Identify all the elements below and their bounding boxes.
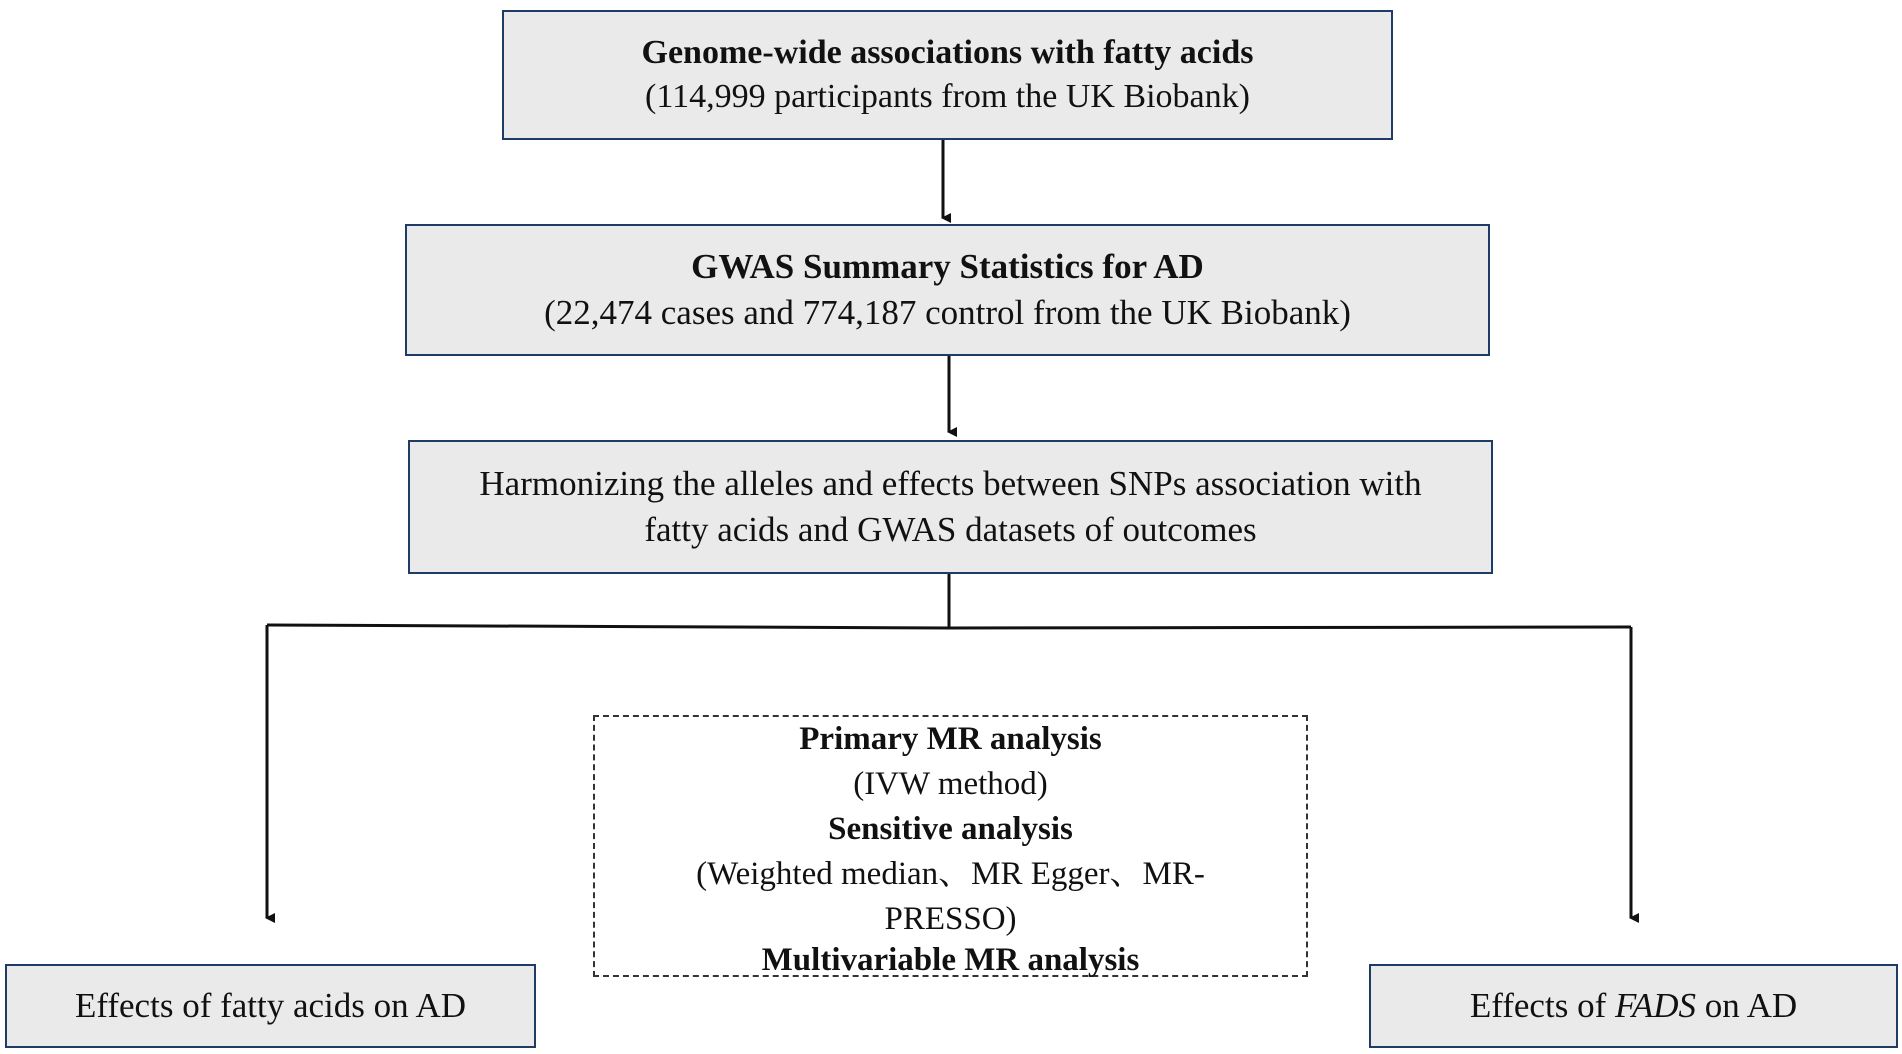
multivariable-mr-title: Multivariable MR analysis [761, 942, 1140, 978]
harmonizing-line-1: Harmonizing the alleles and effects between SNPs association with [479, 464, 1422, 503]
sensitive-methods-line-1: (Weighted median、MR Egger、MR- [696, 856, 1205, 892]
analysis-methods-box [593, 715, 1308, 977]
harmonizing-box [408, 440, 1493, 574]
sensitive-methods-line-2: PRESSO) [884, 901, 1017, 937]
effects-fatty-acids-box [5, 964, 536, 1048]
gwas-ad-title: GWAS Summary Statistics for AD [691, 247, 1204, 286]
effects-fads-suffix: on AD [1696, 986, 1798, 1025]
gwas-ad-subtitle: (22,474 cases and 774,187 control from the UK Biobank) [544, 293, 1351, 332]
gwas-ad-box [405, 224, 1490, 356]
gwas-fatty-acids-subtitle: (114,999 participants from the UK Biobank) [645, 78, 1250, 115]
primary-mr-method: (IVW method) [853, 766, 1048, 802]
effects-fads-gene: FADS [1614, 986, 1697, 1025]
effects-fatty-acids-label: Effects of fatty acids on AD [74, 986, 467, 1025]
connector-branch-right [949, 627, 1631, 628]
effects-fads-label [1470, 983, 1797, 1029]
primary-mr-title: Primary MR analysis [799, 721, 1102, 757]
gwas-fatty-acids-title: Genome-wide associations with fatty acids [641, 34, 1254, 71]
gwas-fatty-acids-box [502, 10, 1393, 140]
effects-fads-box [1369, 964, 1898, 1048]
effects-fads-prefix: Effects of [1469, 986, 1615, 1025]
connector-branch-left [267, 625, 949, 628]
harmonizing-line-2: fatty acids and GWAS datasets of outcomes [644, 510, 1257, 549]
sensitive-analysis-title: Sensitive analysis [828, 811, 1073, 847]
